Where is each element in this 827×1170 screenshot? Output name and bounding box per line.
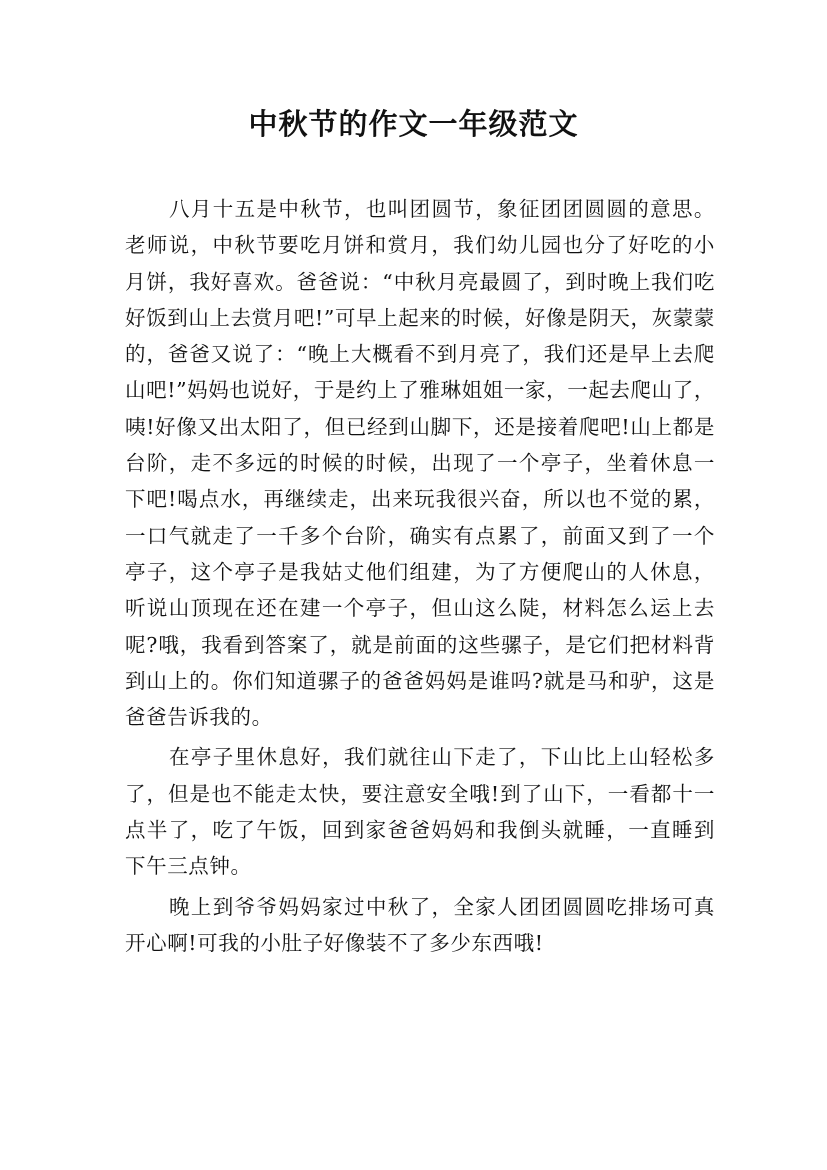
document-title: 中秋节的作文一年级范文 (248, 107, 579, 141)
paragraph-3: 晚上到爷爷妈妈家过中秋了，全家人团团圆圆吃排场可真开心啊!可我的小肚子好像装不了多少东西哦! (125, 894, 715, 955)
paragraph-2: 在亭子里休息好，我们就往山下走了，下山比上山轻松多了，但是也不能走太快，要注意安全哦!到了山下，一看都十一点半了，吃了午饭，回到家爸爸妈妈和我倒头就睡，一直睡到下午三点钟。 (125, 745, 715, 879)
paragraph-1: 八月十五是中秋节，也叫团圆节，象征团团圆圆的意思。老师说，中秋节要吃月饼和赏月，我们幼儿园也分了好吃的小月饼，我好喜欢。爸爸说：“中秋月亮最圆了，到时晚上我们吃好饭到山上去赏月吧!”可早上起来的时候，好像是阴天，灰蒙蒙的，爸爸又说了：“晚上大概看不到月亮了，我们还是早上去爬山吧!”妈妈也说好，于是约上了雅琳姐姐一家，一起去爬山了，咦!好像又出太阳了，但已经到山脚下，还是接着爬吧!山上都是台阶，走不多远的时候的时候，出现了一个亭子，坐着休息一下吧!喝点水，再继续走，出来玩我很兴奋，所以也不觉的累，一口气就走了一千多个台阶，确实有点累了，前面又到了一个亭子，这个亭子是我姑丈他们组建，为了方便爬山的人休息，听说山顶现在还在建一个亭子，但山这么陡，材料怎么运上去呢?哦，我看到答案了，就是前面的这些骡子，是它们把材料背到山上的。你们知道骡子的爸爸妈妈是谁吗?就是马和驴，这是爸爸告诉我的。 (125, 197, 715, 730)
document-body (125, 191, 715, 961)
